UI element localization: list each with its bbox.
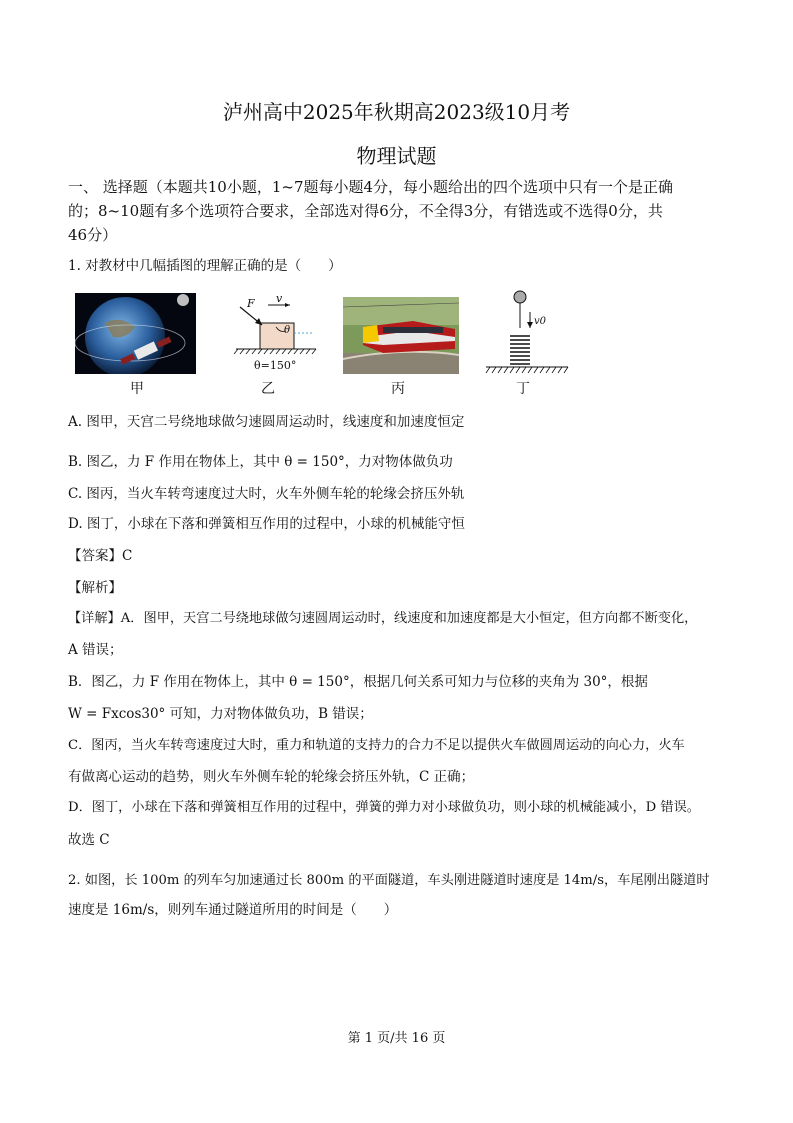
figure-yi-block-force (232, 293, 322, 373)
figure-bing-caption: 丙 (391, 381, 405, 397)
exam-title: 泸州高中2025年秋期高2023级10月考 (222, 100, 571, 124)
figure-yi-velocity-label: v (276, 293, 283, 305)
question-1-option-d: D. 图丁，小球在下落和弹簧相互作用的过程中，小球的机械能守恒 (68, 516, 465, 532)
figure-ding-caption: 丁 (516, 381, 530, 397)
section-heading-line2: 的；8~10题有多个选项符合要求，全部选对得6分，不全得3分，有错选或不选得0分，共 (68, 202, 663, 220)
section-heading-line1: 一、 选择题（本题共10小题，1~7题每小题4分，每小题给出的四个选项中只有一个是正确 (68, 178, 674, 196)
answer-label: 【答案】C (68, 548, 133, 564)
question-1-option-a: A. 图甲，天宫二号绕地球做匀速圆周运动时，线速度和加速度恒定 (68, 414, 465, 430)
detail-a-line2: A 错误； (68, 642, 123, 658)
question-1-option-b: B. 图乙，力 F 作用在物体上，其中 θ = 150°，力对物体做负功 (68, 454, 453, 470)
question-2-line1: 2. 如图，长 100m 的列车匀加速通过长 800m 的平面隧道，车头刚进隧道时速度是 14m/s，车尾刚出隧道时 (68, 873, 710, 888)
figure-ding-ball-spring (484, 288, 570, 376)
analysis-label: 【解析】 (68, 580, 122, 596)
conclusion: 故选 C (68, 832, 110, 848)
figure-yi-angle-text: θ=150° (254, 359, 297, 372)
figure-yi-force-label: F (247, 297, 255, 310)
detail-b-line2: W = Fxcos30° 可知，力对物体做负功，B 错误； (68, 706, 373, 722)
detail-c-line2: 有做离心运动的趋势，则火车外侧车轮的轮缘会挤压外轨，C 正确； (68, 769, 475, 785)
figure-yi-theta-label: θ (284, 325, 291, 336)
figure-jia-earth-station (75, 293, 196, 374)
detail-d-line: D．图丁，小球在下落和弹簧相互作用的过程中，弹簧的弹力对小球做负功，则小球的机械能减小，D 错误。 (68, 800, 700, 815)
detail-c-line1: C．图丙，当火车转弯速度过大时，重力和轨道的支持力的合力不足以提供火车做圆周运动的向心力，火车 (68, 738, 685, 753)
figure-bing-train (343, 297, 459, 374)
figure-jia-caption: 甲 (130, 381, 144, 397)
question-1-option-c: C. 图丙，当火车转弯速度过大时，火车外侧车轮的轮缘会挤压外轨 (68, 486, 465, 502)
figure-yi-caption: 乙 (261, 381, 275, 397)
figure-ding-v0-label: v0 (534, 316, 547, 327)
exam-subtitle: 物理试题 (356, 144, 437, 168)
detail-b-line1: B．图乙，力 F 作用在物体上，其中 θ = 150°，根据几何关系可知力与位移的夹角为 30°，根据 (68, 674, 648, 690)
detail-a-line1: 【详解】A．图甲，天宫二号绕地球做匀速圆周运动时，线速度和加速度都是大小恒定，但方向都不断变化， (68, 611, 698, 626)
question-1-stem: 1. 对教材中几幅插图的理解正确的是（ ） (68, 258, 342, 274)
question-2-line2: 速度是 16m/s，则列车通过隧道所用的时间是（ ） (68, 902, 398, 918)
page-footer: 第 1 页/共 16 页 (347, 1031, 446, 1046)
section-heading-line3: 46分） (68, 226, 118, 244)
